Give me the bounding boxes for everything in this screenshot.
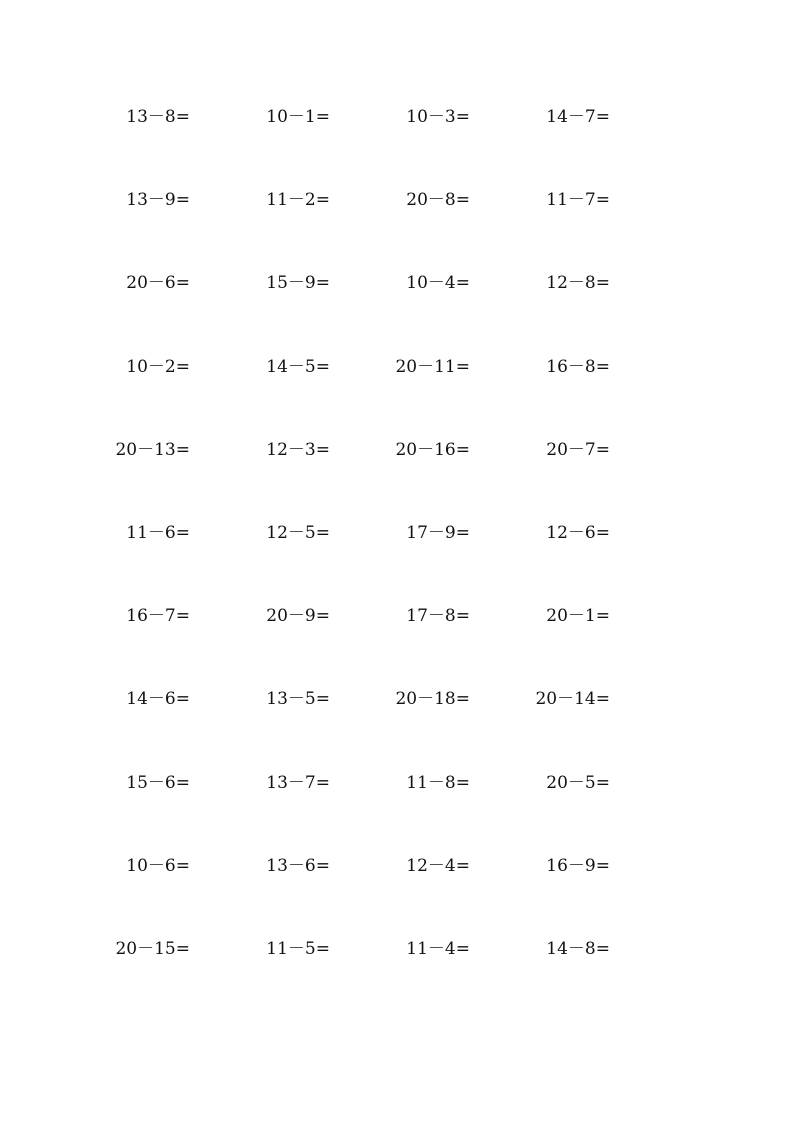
subtraction-problem: 16－8= — [546, 356, 610, 377]
subtraction-problem: 20－9= — [266, 606, 330, 627]
subtraction-problem: 20－15= — [115, 938, 190, 959]
subtraction-problem: 20－7= — [546, 439, 610, 460]
subtraction-problem: 20－6= — [126, 273, 190, 294]
subtraction-problem: 13－9= — [126, 190, 190, 211]
subtraction-problem: 20－18= — [395, 689, 470, 710]
subtraction-problem: 13－8= — [126, 107, 190, 127]
subtraction-problem: 20－1= — [546, 606, 610, 627]
subtraction-problem: 10－1= — [266, 107, 330, 127]
subtraction-problem: 15－6= — [126, 772, 190, 793]
subtraction-problem: 20－16= — [395, 439, 470, 460]
subtraction-problem: 11－6= — [126, 522, 190, 543]
subtraction-problem: 13－7= — [266, 772, 330, 793]
subtraction-problem: 14－7= — [546, 107, 610, 127]
subtraction-problem: 10－2= — [126, 356, 190, 377]
subtraction-problem: 16－7= — [126, 606, 190, 627]
subtraction-problem: 14－8= — [546, 938, 610, 959]
subtraction-problem: 17－8= — [406, 606, 470, 627]
subtraction-problem: 15－9= — [266, 273, 330, 294]
subtraction-problem: 13－5= — [266, 689, 330, 710]
subtraction-problem: 16－9= — [546, 855, 610, 876]
subtraction-problem: 11－5= — [266, 938, 330, 959]
subtraction-problem: 13－6= — [266, 855, 330, 876]
subtraction-problem: 11－4= — [406, 938, 470, 959]
subtraction-problem: 12－8= — [546, 273, 610, 294]
subtraction-problem: 11－7= — [546, 190, 610, 211]
subtraction-problem: 14－6= — [126, 689, 190, 710]
subtraction-problem: 10－4= — [406, 273, 470, 294]
subtraction-problem: 12－5= — [266, 522, 330, 543]
subtraction-problem: 12－3= — [266, 439, 330, 460]
subtraction-problem: 20－5= — [546, 772, 610, 793]
subtraction-problem: 12－4= — [406, 855, 470, 876]
subtraction-problem: 20－11= — [395, 356, 470, 377]
subtraction-problem: 17－9= — [406, 522, 470, 543]
subtraction-problem: 10－3= — [406, 107, 470, 127]
subtraction-problem: 11－2= — [266, 190, 330, 211]
subtraction-problem: 20－8= — [406, 190, 470, 211]
subtraction-problem: 20－13= — [115, 439, 190, 460]
subtraction-problem-grid — [90, 101, 610, 965]
subtraction-problem: 12－6= — [546, 522, 610, 543]
subtraction-problem: 10－6= — [126, 855, 190, 876]
subtraction-problem: 20－14= — [535, 689, 610, 710]
subtraction-problem: 11－8= — [406, 772, 470, 793]
subtraction-problem: 14－5= — [266, 356, 330, 377]
